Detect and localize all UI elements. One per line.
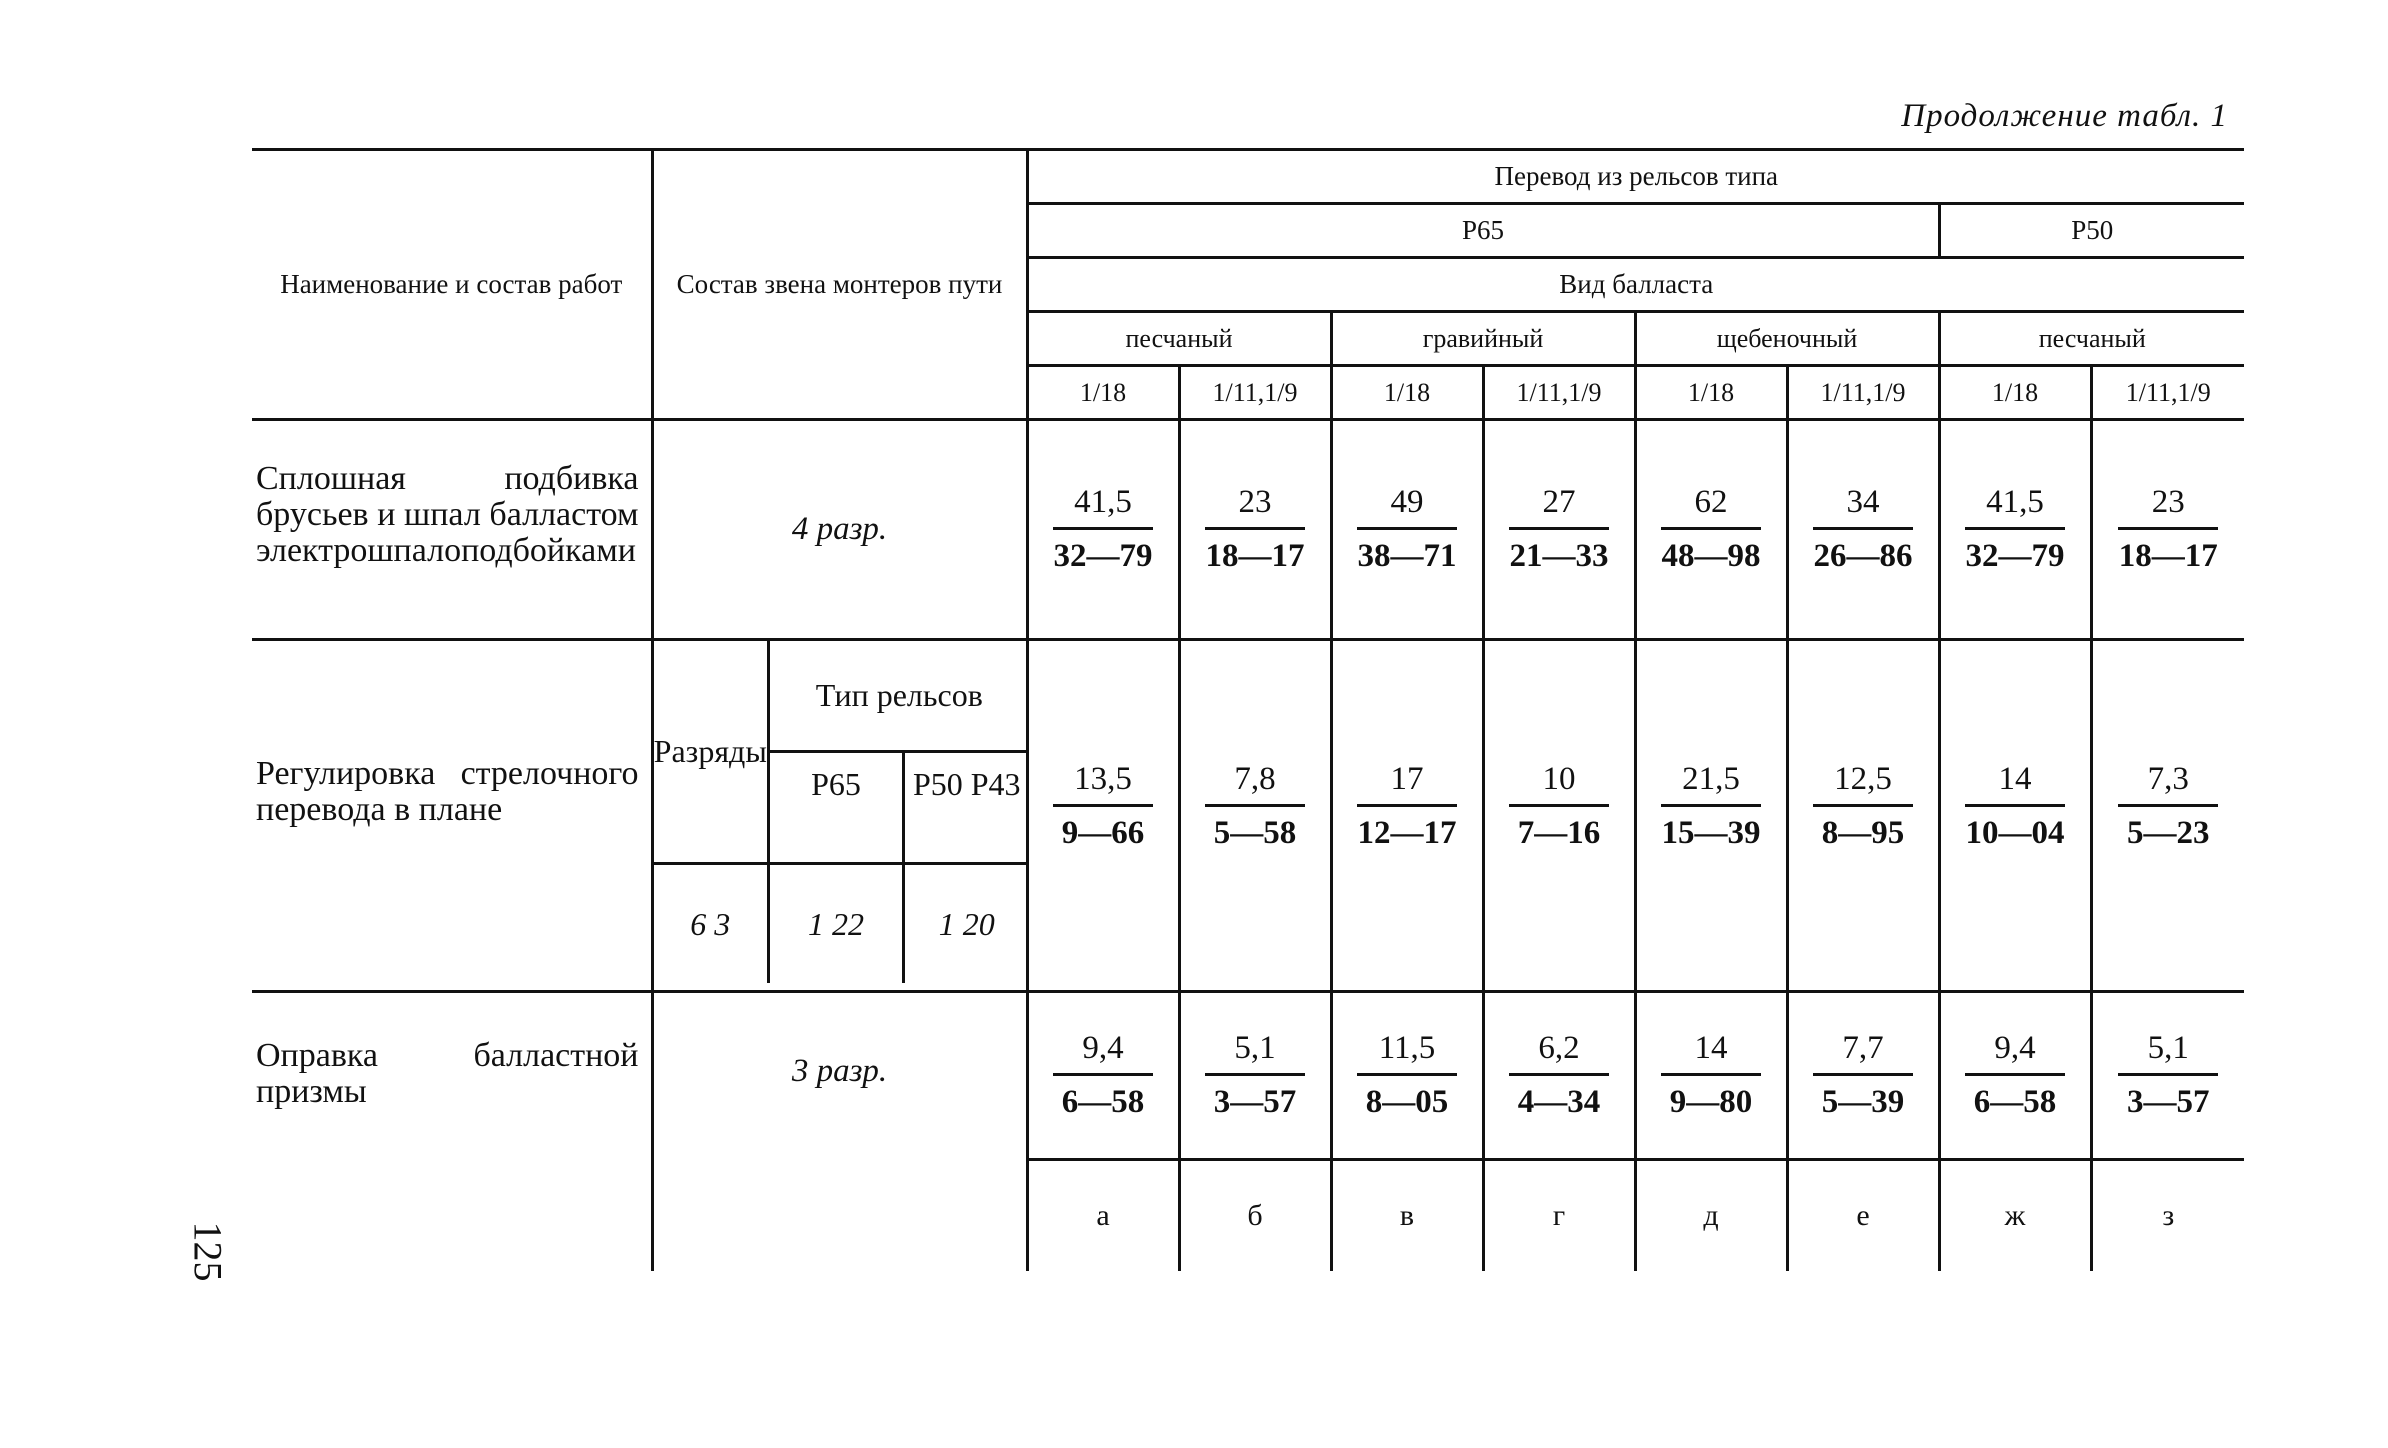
value-cell: $\frac{41,5}{32—79}$ <box>1027 420 1179 640</box>
value-cell: $\frac{7,8}{5—58}$ <box>1179 640 1331 992</box>
column-letter: в <box>1331 1160 1483 1272</box>
header-rail-p50: Р50 <box>1939 204 2244 258</box>
value-cell: $\frac{10}{7—16}$ <box>1483 640 1635 992</box>
work-name-cell: Сплошная подбивка брусьев и шпал балластом электрошпалоподбойками <box>252 420 652 640</box>
value-cell: $\frac{7,7}{5—39}$ <box>1787 992 1939 1160</box>
p50-counts: 1 20 <box>938 905 995 942</box>
crew-cell: 3 разр. <box>652 992 1027 1272</box>
header-mark: 1/11,1/9 <box>1787 366 1939 420</box>
crew-cell: 4 разр. <box>652 420 1027 640</box>
page-number: 125 <box>185 1221 231 1282</box>
value-cell: $\frac{62}{48—98}$ <box>1635 420 1787 640</box>
header-mark: 1/18 <box>1635 366 1787 420</box>
work-name-cell: Регулировка стрелочного перевода в плане <box>252 640 652 992</box>
table-row <box>252 640 2244 992</box>
column-letter: д <box>1635 1160 1787 1272</box>
header-ballast-crushed-stone: щебеночный <box>1635 312 1939 366</box>
header-rail-p65: Р65 <box>1027 204 1939 258</box>
header-ballast-gravel: гравийный <box>1331 312 1635 366</box>
value-cell: $\frac{9,4}{6—58}$ <box>1939 992 2091 1160</box>
header-work-name: Наименование и состав работ <box>252 150 652 420</box>
header-mark: 1/18 <box>1027 366 1179 420</box>
value-cell: $\frac{13,5}{9—66}$ <box>1027 640 1179 992</box>
grades-values: 6 3 <box>654 863 769 983</box>
value-cell: $\frac{49}{38—71}$ <box>1331 420 1483 640</box>
header-mark: 1/18 <box>1939 366 2091 420</box>
value-cell: $\frac{27}{21—33}$ <box>1483 420 1635 640</box>
column-letter: ж <box>1939 1160 2091 1272</box>
value-cell: $\frac{11,5}{8—05}$ <box>1331 992 1483 1160</box>
value-cell: $\frac{6,2}{4—34}$ <box>1483 992 1635 1160</box>
column-letter: б <box>1179 1160 1331 1272</box>
value-cell: $\frac{41,5}{32—79}$ <box>1939 420 2091 640</box>
header-ballast-kind: Вид балласта <box>1027 258 2244 312</box>
value-cell: $\frac{14}{10—04}$ <box>1939 640 2091 992</box>
header-mark: 1/11,1/9 <box>1179 366 1331 420</box>
header-mark: 1/11,1/9 <box>2091 366 2244 420</box>
header-ballast-sand: песчаный <box>1027 312 1331 366</box>
rail-type-label: Тип рельсов <box>769 641 1029 751</box>
column-letter: з <box>2162 1199 2175 1232</box>
crew-subtable-cell <box>652 640 1027 992</box>
value-cell: $\frac{5,1}{3—57}$ <box>1179 992 1331 1160</box>
column-letter: г <box>1483 1160 1635 1272</box>
value-cell: $\frac{17}{12—17}$ <box>1331 640 1483 992</box>
column-letter: а <box>1027 1160 1179 1272</box>
value-cell: $\frac{21,5}{15—39}$ <box>1635 640 1787 992</box>
rail-p50-p43-label: Р50 Р43 <box>904 751 1029 863</box>
table-continuation-caption: Продолжение табл. 1 <box>1901 98 2228 134</box>
value-cell: $\frac{5,1}{3—57}$ <box>2091 992 2244 1160</box>
header-mark: 1/11,1/9 <box>1483 366 1635 420</box>
value-cell: $\frac{12,5}{8—95}$ <box>1787 640 1939 992</box>
value-cell: $\frac{14}{9—80}$ <box>1635 992 1787 1160</box>
header-ballast-sand-p50: песчаный <box>1939 312 2244 366</box>
header-crew: Состав звена монтеров пути <box>652 150 1027 420</box>
grades-label: Разряды <box>654 641 769 863</box>
value-cell: $\frac{34}{26—86}$ <box>1787 420 1939 640</box>
rail-p65-label: Р65 <box>769 751 904 863</box>
header-switch-type: Перевод из рельсов типа <box>1027 150 2244 204</box>
norms-table <box>252 148 2244 1271</box>
value-cell: $\frac{7,3}{5—23}$ <box>2091 640 2244 992</box>
value-cell: $\frac{23}{18—17}$ <box>2091 420 2244 640</box>
value-cell: $\frac{23}{18—17}$ <box>1179 420 1331 640</box>
value-cell: $\frac{9,4}{6—58}$ <box>1027 992 1179 1160</box>
work-name-cell: Оправка балластной призмы <box>252 992 652 1272</box>
column-letter: е <box>1787 1160 1939 1272</box>
p65-counts: 1 22 <box>769 863 904 983</box>
table-row <box>252 420 2244 640</box>
table-row <box>252 992 2244 1160</box>
crew-subtable <box>654 641 1029 983</box>
header-mark: 1/18 <box>1331 366 1483 420</box>
